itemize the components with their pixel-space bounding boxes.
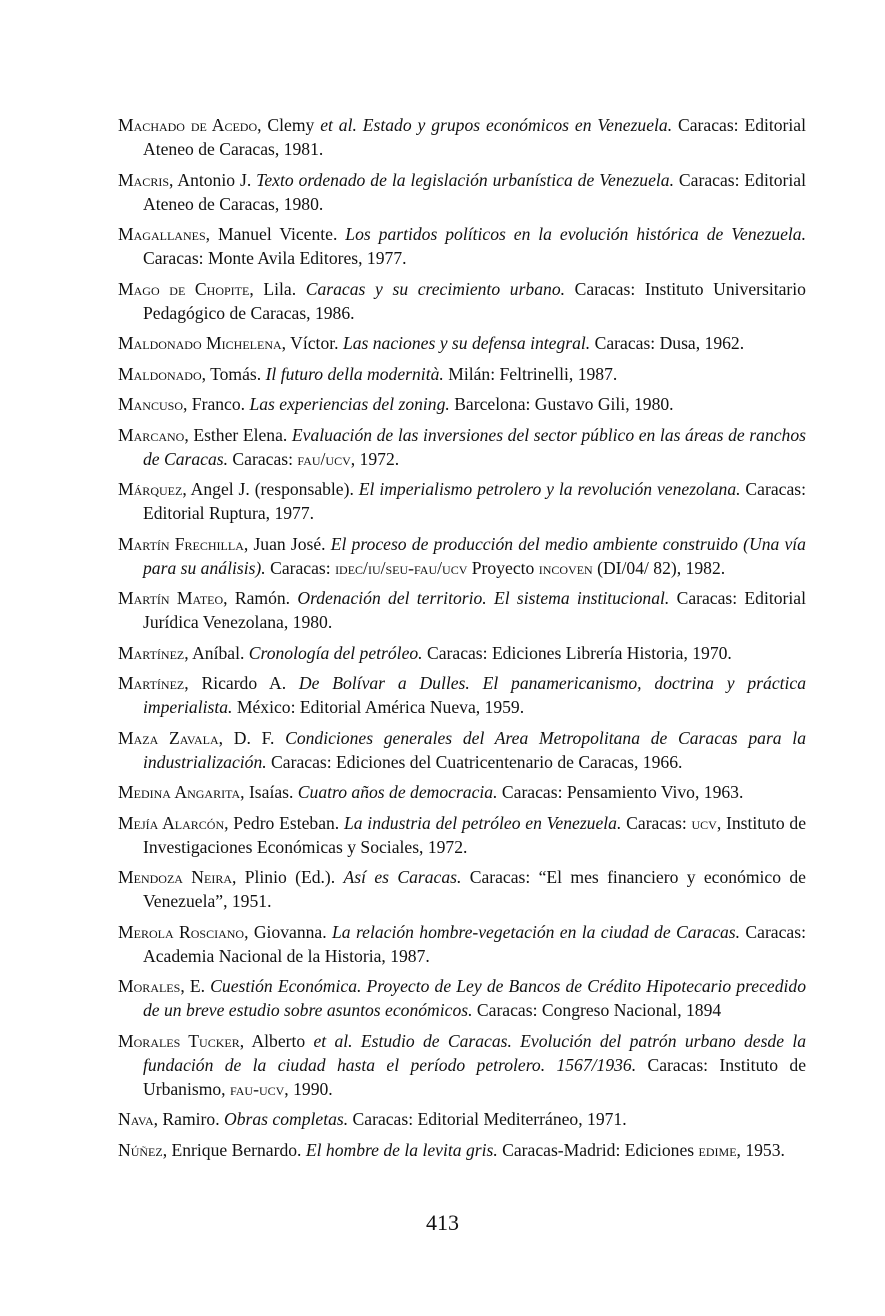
entry-title: Il futuro della modernità. — [265, 363, 444, 384]
entry-author: Medina Angarita — [118, 782, 241, 802]
entry-etal: et al. — [313, 1030, 353, 1051]
entry-author: Maldonado Michelena — [118, 333, 282, 353]
entry-title: Condiciones generales del Area Metropolitana de Caracas para la industrialización. — [143, 727, 806, 772]
entry-tail: México: Editorial América Nueva, 1959. — [232, 697, 525, 717]
entry-author: Márquez — [118, 479, 183, 499]
bibliography-list — [118, 113, 806, 1168]
bibliography-entry — [118, 974, 806, 1022]
bibliography-entry — [118, 222, 806, 270]
bibliography-entry — [118, 726, 806, 774]
entry-author: Maza Zavala — [118, 727, 219, 748]
entry-tail: Caracas: Academia Nacional de la Historia, 1987. — [143, 921, 806, 966]
entry-rest-pre: , Alberto — [239, 1030, 314, 1051]
entry-title: Texto ordenado de la legislación urbanística de Venezuela. — [256, 169, 674, 190]
bibliography-entry — [118, 586, 806, 634]
entry-author: Macris — [118, 169, 169, 190]
entry-title: Los partidos políticos en la evolución histórica de Venezuela. — [345, 224, 806, 244]
entry-author: Martín Mateo — [118, 588, 224, 608]
entry-rest-pre: , E. — [180, 976, 211, 996]
entry-rest-pre: , Isaías. — [240, 782, 298, 802]
entry-title: Cuatro años de democracia. — [297, 782, 498, 802]
entry-title: Evaluación de las inversiones del sector público en las áreas de ranchos de Caracas. — [143, 424, 806, 469]
entry-rest-pre: , Aníbal. — [184, 642, 249, 663]
entry-title: El proceso de producción del medio ambiente construido (Una vía para su análisis). — [143, 533, 806, 578]
entry-title: La relación hombre-vegetación en la ciudad de Caracas. — [332, 921, 741, 942]
entry-rest-pre: , Antonio J. — [169, 169, 257, 190]
bibliography-entry — [118, 362, 806, 386]
bibliography-entry — [118, 1029, 806, 1101]
entry-tail2: , 1972. — [350, 448, 400, 469]
entry-sc-tail2: incoven — [538, 557, 593, 578]
entry-author: Mendoza Neira — [118, 867, 233, 887]
entry-title: Cronología del petróleo. — [248, 642, 423, 663]
entry-sc-tail: edime — [698, 1139, 737, 1160]
entry-author: Martín Frechilla — [118, 533, 244, 554]
entry-tail3: (DI/04/ 82), 1982. — [592, 557, 726, 578]
entry-author: Marcano — [118, 424, 185, 445]
entry-author: Morales — [118, 976, 181, 996]
entry-tail: Barcelona: Gustavo Gili, 1980. — [449, 394, 674, 414]
entry-etal: et al. — [320, 115, 357, 135]
entry-title: Ordenación del territorio. El sistema institucional. — [297, 588, 670, 608]
entry-tail: Caracas: Editorial Ateneo de Caracas, 1981. — [143, 115, 807, 159]
entry-author: Morales Tucker — [118, 1030, 240, 1051]
entry-title: Así es Caracas. — [343, 867, 462, 887]
entry-title: El imperialismo petrolero y la revolución venezolana. — [358, 479, 741, 499]
entry-rest-pre: , Juan José. — [243, 533, 331, 554]
entry-rest-pre: , Tomás. — [201, 363, 266, 384]
entry-author: Mejía Alarcón — [118, 812, 225, 833]
entry-tail: Caracas: Editorial Ruptura, 1977. — [143, 479, 806, 523]
entry-tail: Caracas: Instituto de Urbanismo, — [143, 1054, 807, 1099]
entry-rest-pre: , Ramón. — [223, 588, 298, 608]
bibliography-entry — [118, 277, 806, 325]
entry-title: Las experiencias del zoning. — [249, 394, 450, 414]
entry-rest-pre: , D. F. — [218, 727, 286, 748]
entry-rest-pre: , Franco. — [183, 394, 250, 414]
bibliography-entry — [118, 811, 806, 859]
entry-sc-tail: fau/ucv — [297, 448, 351, 469]
bibliography-entry — [118, 423, 806, 471]
entry-author: Merola Rosciano — [118, 921, 245, 942]
bibliography-entry — [118, 1138, 806, 1162]
entry-tail: Caracas: Editorial Mediterráneo, 1971. — [348, 1109, 627, 1129]
entry-author: Maldonado — [118, 363, 202, 384]
bibliography-entry — [118, 113, 806, 161]
entry-tail: Caracas: Editorial Jurídica Venezolana, 1980. — [143, 588, 806, 632]
entry-rest-pre: , Víctor. — [281, 333, 343, 353]
bibliography-entry — [118, 331, 806, 355]
entry-rest-pre: , Manuel Vicente. — [205, 224, 346, 244]
entry-tail: Caracas: Pensamiento Vivo, 1963. — [497, 782, 744, 802]
bibliography-entry — [118, 477, 806, 525]
entry-author: Nava — [118, 1109, 154, 1129]
entry-tail2: , Instituto de Investigaciones Económicas y Sociales, 1972. — [143, 812, 807, 857]
entry-author: Martínez — [118, 642, 185, 663]
entry-rest-pre: , Ricardo A. — [184, 673, 299, 693]
entry-sc-tail: ucv — [691, 812, 717, 833]
bibliography-entry — [118, 641, 806, 665]
entry-tail2: Proyecto — [467, 557, 539, 578]
bibliography-entry — [118, 671, 806, 719]
entry-title: Obras completas. — [224, 1109, 349, 1129]
entry-tail: Caracas: Instituto Universitario Pedagógico de Caracas, 1986. — [143, 278, 806, 323]
entry-author: Núñez — [118, 1139, 163, 1160]
bibliography-entry — [118, 920, 806, 968]
entry-title: El hombre de la levita gris. — [305, 1139, 498, 1160]
bibliography-entry — [118, 532, 806, 580]
page-number: 413 — [426, 1210, 459, 1235]
entry-tail: Caracas: Editorial Ateneo de Caracas, 1980. — [143, 169, 806, 214]
bibliography-entry — [118, 168, 806, 216]
entry-author: Magallanes — [118, 224, 206, 244]
bibliography-entry — [118, 780, 806, 804]
entry-sc-tail: fau-ucv — [229, 1078, 285, 1099]
entry-author: Martínez — [118, 673, 185, 693]
entry-rest-pre: , Lila. — [249, 278, 306, 299]
bibliography-entry — [118, 392, 806, 416]
entry-tail: Milán: Feltrinelli, 1987. — [443, 363, 618, 384]
entry-tail: Caracas: Dusa, 1962. — [590, 333, 745, 353]
entry-title: Estado y grupos económicos en Venezuela. — [356, 115, 673, 135]
entry-tail: Caracas-Madrid: Ediciones — [497, 1139, 699, 1160]
entry-tail: Caracas: Monte Avila Editores, 1977. — [143, 248, 407, 268]
entry-title: Cuestión Económica. Proyecto de Ley de Bancos de Crédito Hipotecario precedido de un breve estudio sobre asuntos económicos. — [143, 976, 806, 1020]
entry-author: Machado de Acedo — [118, 115, 258, 135]
entry-tail2: , 1990. — [284, 1078, 333, 1099]
entry-sc-tail: idec/iu/seu-fau/ucv — [335, 557, 468, 578]
bibliography-entry — [118, 1107, 806, 1131]
entry-title: De Bolívar a Dulles. El panamericanismo, doctrina y práctica imperialista. — [143, 673, 807, 717]
entry-title: Caracas y su crecimiento urbano. — [305, 278, 566, 299]
entry-title: La industria del petróleo en Venezuela. — [343, 812, 622, 833]
entry-tail: Caracas: — [265, 557, 336, 578]
entry-author: Mancuso — [118, 394, 183, 414]
entry-rest-pre: , Pedro Esteban. — [224, 812, 344, 833]
entry-rest-pre: , Angel J. (responsable). — [182, 479, 359, 499]
bibliography-entry — [118, 865, 806, 913]
entry-rest-pre: , Esther Elena. — [184, 424, 292, 445]
entry-rest-pre: , Ramiro. — [153, 1109, 224, 1129]
entry-rest-pre: , Giovanna. — [244, 921, 332, 942]
entry-tail: Caracas: Ediciones Librería Historia, 1970. — [422, 642, 732, 663]
entry-rest-pre: , Enrique Bernardo. — [162, 1139, 306, 1160]
entry-tail: Caracas: Ediciones del Cuatricentenario de Caracas, 1966. — [266, 751, 683, 772]
entry-title: Las naciones y su defensa integral. — [342, 333, 591, 353]
entry-title: Estudio de Caracas. Evolución del patrón urbano desde la fundación de la ciudad hasta el período petrolero. 1567/1936. — [143, 1030, 807, 1075]
entry-tail: Caracas: — [228, 448, 298, 469]
entry-tail: Caracas: — [621, 812, 692, 833]
entry-rest-pre: , Clemy — [257, 115, 321, 135]
entry-author: Mago de Chopite — [118, 278, 250, 299]
entry-rest-pre: , Plinio (Ed.). — [232, 867, 344, 887]
entry-tail2: , 1953. — [736, 1139, 785, 1160]
entry-tail: Caracas: “El mes financiero y económico de Venezuela”, 1951. — [143, 867, 806, 911]
entry-tail: Caracas: Congreso Nacional, 1894 — [472, 1000, 722, 1020]
